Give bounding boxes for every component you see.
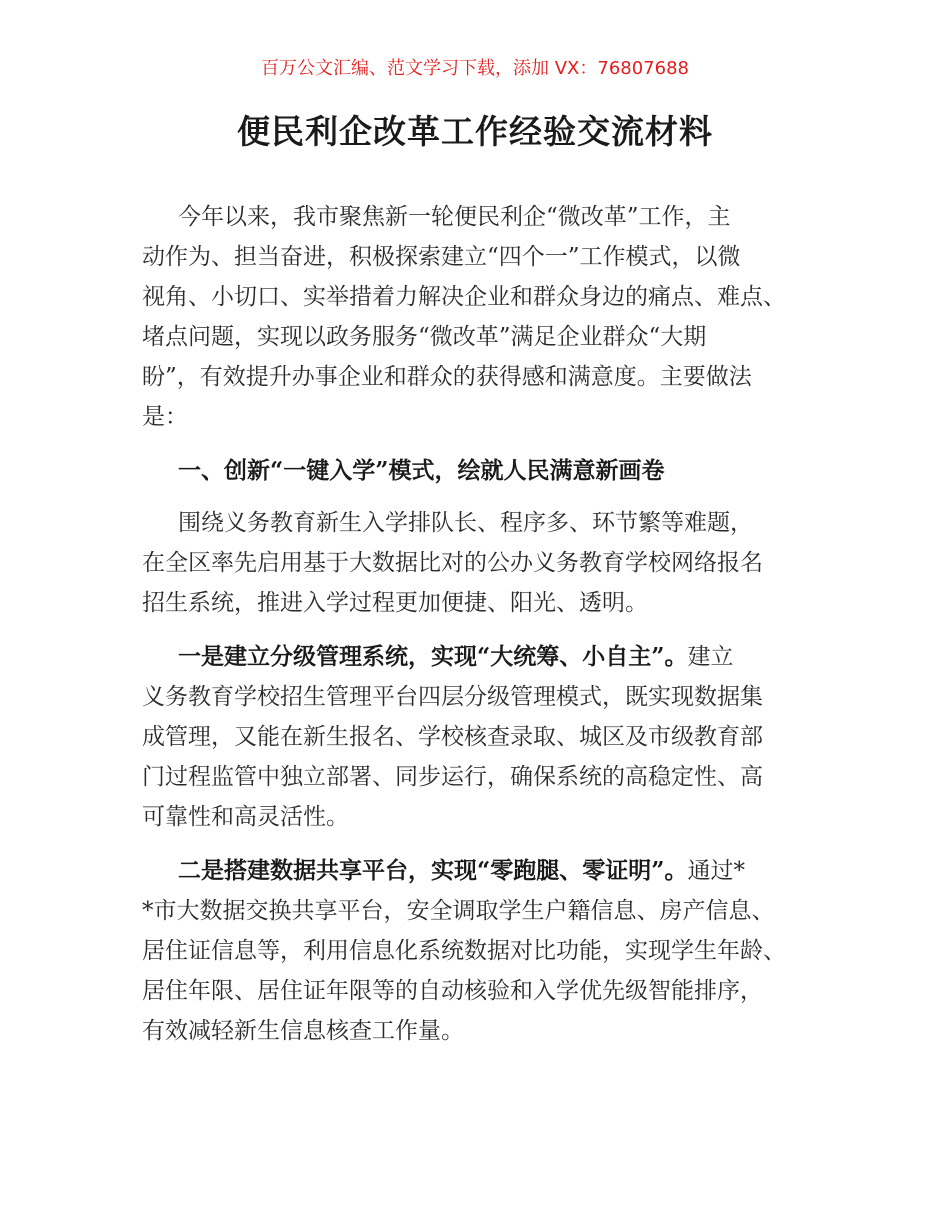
point2-line: *市大数据交换共享平台，安全调取学生户籍信息、房产信息、 (142, 898, 775, 924)
section-heading: 一、创新“一键入学”模式，绘就人民满意新画卷 (178, 457, 665, 484)
point1-line: 可靠性和高灵活性。 (142, 804, 349, 830)
section-intro-line: 在全区率先启用基于大数据比对的公办义务教育学校网络报名 (142, 550, 763, 576)
header-watermark-note: 百万公文汇编、范文学习下载，添加 VX：76807688 (261, 58, 689, 79)
intro-line: 盼”，有效提升办事企业和群众的获得感和满意度。主要做法 (142, 364, 752, 390)
intro-line: 堵点问题，实现以政务服务“微改革”满足企业群众“大期 (142, 324, 707, 350)
intro-line: 视角、小切口、实举措着力解决企业和群众身边的痛点、难点、 (142, 284, 786, 310)
point2-line: 居住年限、居住证年限等的自动核验和入学优先级智能排序， (142, 978, 763, 1004)
point1-line: 成管理，又能在新生报名、学校核查录取、城区及市级教育部 (142, 724, 763, 750)
point2-line: 居住证信息等，利用信息化系统数据对比功能，实现学生年龄、 (142, 938, 786, 964)
point1-first-line (178, 641, 733, 673)
point2-lead: 二是搭建数据共享平台，实现“零跑腿、零证明”。 (178, 857, 688, 884)
intro-line: 今年以来，我市聚焦新一轮便民利企“微改革”工作，主 (178, 204, 731, 230)
section-intro-line: 招生系统，推进入学过程更加便捷、阳光、透明。 (142, 590, 648, 616)
point1-first-line-rest: 建立 (687, 644, 734, 670)
point2-first-line-rest: 通过* (687, 858, 745, 884)
point2-line: 有效减轻新生信息核查工作量。 (142, 1018, 464, 1044)
intro-line: 动作为、担当奋进，积极探索建立“四个一”工作模式，以微 (142, 244, 741, 270)
document-title: 便民利企改革工作经验交流材料 (237, 112, 713, 151)
point1-line: 义务教育学校招生管理平台四层分级管理模式，既实现数据集 (142, 684, 763, 710)
intro-line: 是： (142, 404, 188, 430)
point2-first-line (178, 855, 745, 887)
section-intro-line: 围绕义务教育新生入学排队长、程序多、环节繁等难题， (178, 510, 753, 536)
point1-line: 门过程监管中独立部署、同步运行，确保系统的高稳定性、高 (142, 764, 763, 790)
point1-lead: 一是建立分级管理系统，实现“大统筹、小自主”。 (178, 643, 688, 670)
